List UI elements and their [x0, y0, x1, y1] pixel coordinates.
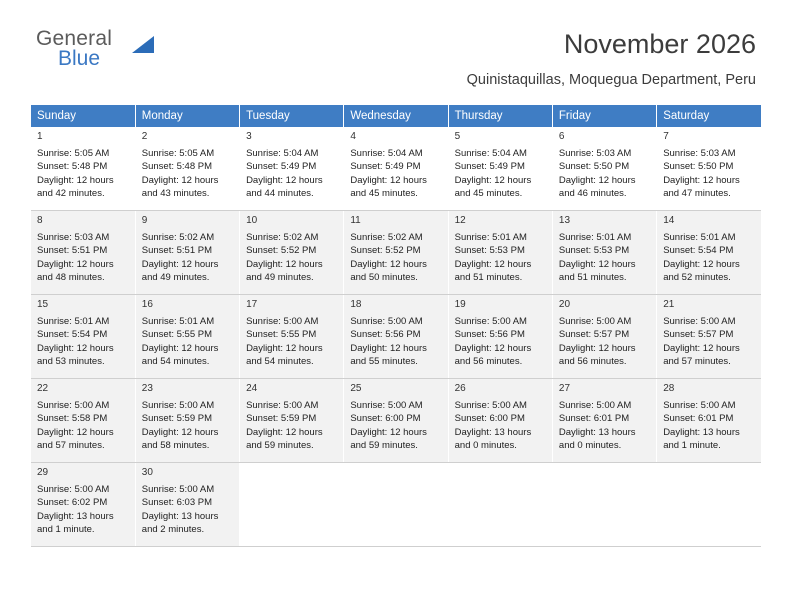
- sunrise-text: Sunrise: 5:00 AM: [558, 316, 632, 328]
- calendar-week-row: [31, 211, 761, 295]
- daylight-text-line1: Daylight: 12 hours: [141, 342, 219, 354]
- sunset-text: Sunset: 6:00 PM: [350, 413, 421, 425]
- daylight-text-line2: and 1 minute.: [37, 523, 95, 535]
- day-number: 15: [37, 299, 49, 310]
- day-cell[interactable]: [135, 295, 239, 379]
- day-number: 11: [350, 215, 361, 226]
- weekday-header-sunday: Sunday: [31, 105, 135, 127]
- day-number: 28: [663, 383, 675, 394]
- daylight-text-line2: and 43 minutes.: [141, 187, 210, 199]
- day-number: 2: [141, 131, 148, 142]
- daylight-text-line2: and 53 minutes.: [37, 355, 105, 367]
- daylight-text-line2: and 57 minutes.: [37, 439, 105, 451]
- sunrise-text: Sunrise: 5:01 AM: [558, 232, 632, 244]
- daylight-text-line2: and 46 minutes.: [558, 187, 627, 199]
- sunrise-text: Sunrise: 5:02 AM: [246, 232, 319, 244]
- day-cell[interactable]: [135, 127, 239, 211]
- daylight-text-line2: and 0 minutes.: [454, 439, 517, 451]
- daylight-text-line2: and 47 minutes.: [663, 187, 731, 199]
- daylight-text-line2: and 55 minutes.: [350, 355, 418, 367]
- daylight-text-line1: Daylight: 13 hours: [37, 510, 114, 522]
- day-cell[interactable]: [240, 295, 344, 379]
- logo[interactable]: [36, 28, 216, 70]
- day-cell[interactable]: [240, 211, 344, 295]
- daylight-text-line2: and 45 minutes.: [350, 187, 418, 199]
- sunrise-text: Sunrise: 5:00 AM: [37, 400, 110, 412]
- daylight-text-line2: and 56 minutes.: [558, 355, 627, 367]
- daylight-text-line1: Daylight: 12 hours: [37, 342, 114, 354]
- day-cell-empty: [552, 463, 656, 547]
- day-number: 23: [141, 383, 153, 394]
- daylight-text-line1: Daylight: 12 hours: [558, 258, 636, 270]
- sunset-text: Sunset: 5:52 PM: [350, 245, 421, 257]
- sunset-text: Sunset: 6:00 PM: [454, 413, 525, 425]
- day-number: 19: [454, 299, 466, 310]
- daylight-text-line2: and 54 minutes.: [246, 355, 314, 367]
- daylight-text-line1: Daylight: 12 hours: [141, 426, 219, 438]
- sunrise-text: Sunrise: 5:00 AM: [558, 400, 632, 412]
- daylight-text-line2: and 57 minutes.: [663, 355, 731, 367]
- sunrise-text: Sunrise: 5:03 AM: [663, 148, 736, 160]
- logo-text-general: General: [36, 27, 113, 50]
- day-cell[interactable]: [657, 127, 761, 211]
- weekday-header-thursday: Thursday: [448, 105, 552, 127]
- day-cell-empty: [240, 463, 344, 547]
- sunset-text: Sunset: 6:03 PM: [141, 497, 213, 509]
- day-cell[interactable]: [240, 379, 344, 463]
- daylight-text-line2: and 51 minutes.: [454, 271, 523, 283]
- day-cell[interactable]: [31, 379, 135, 463]
- day-number: 13: [558, 215, 571, 226]
- day-cell[interactable]: [657, 379, 761, 463]
- day-cell[interactable]: [344, 211, 448, 295]
- sunset-text: Sunset: 5:53 PM: [558, 245, 630, 257]
- sunset-text: Sunset: 5:48 PM: [141, 161, 213, 173]
- sunrise-text: Sunrise: 5:02 AM: [350, 232, 423, 244]
- daylight-text-line2: and 42 minutes.: [37, 187, 105, 199]
- sunset-text: Sunset: 5:49 PM: [454, 161, 525, 173]
- sunset-text: Sunset: 6:01 PM: [558, 413, 630, 425]
- day-number: 12: [454, 215, 466, 226]
- daylight-text-line1: Daylight: 12 hours: [454, 342, 532, 354]
- sunset-text: Sunset: 5:57 PM: [558, 329, 630, 341]
- daylight-text-line2: and 49 minutes.: [246, 271, 314, 283]
- day-cell[interactable]: [31, 463, 135, 547]
- day-number: 8: [37, 215, 43, 226]
- sunset-text: Sunset: 5:55 PM: [246, 329, 317, 341]
- sunset-text: Sunset: 5:55 PM: [141, 329, 213, 341]
- daylight-text-line2: and 54 minutes.: [141, 355, 210, 367]
- weekday-header-row: [31, 105, 761, 127]
- daylight-text-line1: Daylight: 12 hours: [454, 174, 532, 186]
- daylight-text-line1: Daylight: 12 hours: [246, 258, 323, 270]
- daylight-text-line2: and 59 minutes.: [246, 439, 314, 451]
- day-number: 6: [558, 131, 565, 142]
- sunset-text: Sunset: 5:59 PM: [246, 413, 317, 425]
- daylight-text-line1: Daylight: 12 hours: [246, 174, 323, 186]
- sunrise-text: Sunrise: 5:00 AM: [37, 484, 110, 496]
- day-cell[interactable]: [552, 211, 656, 295]
- weekday-header-saturday: Saturday: [657, 105, 761, 127]
- day-cell[interactable]: [135, 463, 239, 547]
- calendar-week-row: [31, 379, 761, 463]
- sunset-text: Sunset: 5:51 PM: [37, 245, 108, 257]
- sunrise-text: Sunrise: 5:04 AM: [246, 148, 319, 160]
- weekday-header-tuesday: Tuesday: [240, 105, 344, 127]
- day-number: 4: [350, 131, 356, 142]
- day-cell[interactable]: [552, 295, 656, 379]
- daylight-text-line1: Daylight: 13 hours: [663, 426, 740, 438]
- sunset-text: Sunset: 5:52 PM: [246, 245, 317, 257]
- sunrise-text: Sunrise: 5:03 AM: [558, 148, 632, 160]
- page-title: November 2026: [563, 29, 756, 59]
- sunset-text: Sunset: 5:58 PM: [37, 413, 108, 425]
- day-number: 1: [37, 131, 43, 142]
- day-cell[interactable]: [31, 127, 135, 211]
- triangle-mark-icon: [132, 36, 154, 53]
- day-cell[interactable]: [448, 295, 552, 379]
- day-number: 7: [663, 131, 669, 142]
- daylight-text-line2: and 48 minutes.: [37, 271, 105, 283]
- sunset-text: Sunset: 5:54 PM: [37, 329, 108, 341]
- daylight-text-line1: Daylight: 12 hours: [37, 258, 114, 270]
- sunset-text: Sunset: 5:49 PM: [350, 161, 421, 173]
- daylight-text-line2: and 1 minute.: [663, 439, 721, 451]
- daylight-text-line2: and 59 minutes.: [350, 439, 418, 451]
- sunrise-text: Sunrise: 5:00 AM: [141, 400, 215, 412]
- day-cell[interactable]: [552, 379, 656, 463]
- sunrise-text: Sunrise: 5:00 AM: [663, 400, 736, 412]
- sunrise-text: Sunrise: 5:01 AM: [141, 316, 215, 328]
- daylight-text-line1: Daylight: 12 hours: [558, 174, 636, 186]
- weekday-header-friday: Friday: [552, 105, 656, 127]
- daylight-text-line1: Daylight: 12 hours: [350, 174, 427, 186]
- day-cell[interactable]: [31, 211, 135, 295]
- day-number: 21: [663, 299, 675, 310]
- sunrise-text: Sunrise: 5:00 AM: [246, 400, 319, 412]
- calendar-week-row: [31, 295, 761, 379]
- sunset-text: Sunset: 5:54 PM: [663, 245, 734, 257]
- page-header: [36, 28, 756, 98]
- sunrise-text: Sunrise: 5:02 AM: [141, 232, 215, 244]
- day-cell[interactable]: [448, 127, 552, 211]
- sunset-text: Sunset: 5:50 PM: [663, 161, 734, 173]
- daylight-text-line1: Daylight: 12 hours: [350, 426, 427, 438]
- day-cell[interactable]: [135, 379, 239, 463]
- day-number: 24: [246, 383, 258, 394]
- location-subtitle: Quinistaquillas, Moquegua Department, Peru: [466, 72, 756, 88]
- sunset-text: Sunset: 5:51 PM: [141, 245, 213, 257]
- daylight-text-line1: Daylight: 12 hours: [558, 342, 636, 354]
- day-cell-empty: [344, 463, 448, 547]
- day-cell[interactable]: [31, 295, 135, 379]
- day-cell-empty: [657, 463, 761, 547]
- sunset-text: Sunset: 5:49 PM: [246, 161, 317, 173]
- daylight-text-line1: Daylight: 13 hours: [558, 426, 636, 438]
- sunrise-text: Sunrise: 5:00 AM: [663, 316, 736, 328]
- daylight-text-line2: and 52 minutes.: [663, 271, 731, 283]
- day-cell[interactable]: [552, 127, 656, 211]
- day-number: 29: [37, 467, 49, 478]
- day-number: 22: [37, 383, 49, 394]
- sunrise-text: Sunrise: 5:01 AM: [663, 232, 736, 244]
- sunrise-text: Sunrise: 5:05 AM: [37, 148, 110, 160]
- daylight-text-line2: and 58 minutes.: [141, 439, 210, 451]
- daylight-text-line1: Daylight: 13 hours: [454, 426, 532, 438]
- day-cell[interactable]: [448, 379, 552, 463]
- sunrise-text: Sunrise: 5:00 AM: [454, 316, 527, 328]
- day-number: 14: [663, 215, 675, 226]
- daylight-text-line1: Daylight: 12 hours: [246, 426, 323, 438]
- daylight-text-line1: Daylight: 12 hours: [350, 258, 427, 270]
- sunrise-text: Sunrise: 5:04 AM: [350, 148, 423, 160]
- daylight-text-line1: Daylight: 12 hours: [37, 426, 114, 438]
- sunrise-text: Sunrise: 5:00 AM: [141, 484, 215, 496]
- day-cell-empty: [448, 463, 552, 547]
- calendar-week-row: [31, 463, 761, 547]
- day-number: 20: [558, 299, 571, 310]
- sunset-text: Sunset: 5:57 PM: [663, 329, 734, 341]
- day-cell[interactable]: [448, 211, 552, 295]
- day-cell[interactable]: [344, 295, 448, 379]
- sunset-text: Sunset: 6:01 PM: [663, 413, 734, 425]
- daylight-text-line2: and 2 minutes.: [141, 523, 205, 535]
- daylight-text-line2: and 44 minutes.: [246, 187, 314, 199]
- weekday-header-monday: Monday: [135, 105, 239, 127]
- daylight-text-line1: Daylight: 12 hours: [37, 174, 114, 186]
- daylight-text-line1: Daylight: 12 hours: [663, 342, 740, 354]
- calendar-table: [31, 105, 761, 547]
- day-number: 5: [454, 131, 461, 142]
- day-number: 26: [454, 383, 466, 394]
- day-cell[interactable]: [135, 211, 239, 295]
- sunset-text: Sunset: 5:53 PM: [454, 245, 525, 257]
- day-number: 9: [141, 215, 148, 226]
- sunrise-text: Sunrise: 5:03 AM: [37, 232, 110, 244]
- day-cell[interactable]: [657, 295, 761, 379]
- day-cell[interactable]: [344, 379, 448, 463]
- logo-text-blue: Blue: [58, 47, 101, 70]
- daylight-text-line1: Daylight: 12 hours: [141, 258, 219, 270]
- weekday-header-wednesday: Wednesday: [344, 105, 448, 127]
- sunset-text: Sunset: 5:48 PM: [37, 161, 108, 173]
- day-number: 16: [141, 299, 153, 310]
- daylight-text-line1: Daylight: 12 hours: [663, 174, 740, 186]
- daylight-text-line1: Daylight: 12 hours: [663, 258, 740, 270]
- daylight-text-line2: and 49 minutes.: [141, 271, 210, 283]
- day-number: 27: [558, 383, 571, 394]
- daylight-text-line2: and 56 minutes.: [454, 355, 523, 367]
- calendar-week-row: [31, 127, 761, 211]
- day-cell[interactable]: [657, 211, 761, 295]
- day-cell[interactable]: [344, 127, 448, 211]
- sunset-text: Sunset: 5:56 PM: [454, 329, 525, 341]
- title-block: [467, 28, 756, 90]
- daylight-text-line1: Daylight: 12 hours: [350, 342, 427, 354]
- sunset-text: Sunset: 5:50 PM: [558, 161, 630, 173]
- day-number: 30: [141, 467, 153, 478]
- sunrise-text: Sunrise: 5:00 AM: [454, 400, 527, 412]
- sunrise-text: Sunrise: 5:00 AM: [350, 400, 423, 412]
- calendar-body: [31, 127, 761, 547]
- daylight-text-line2: and 50 minutes.: [350, 271, 418, 283]
- day-cell[interactable]: [240, 127, 344, 211]
- daylight-text-line2: and 0 minutes.: [558, 439, 622, 451]
- daylight-text-line2: and 45 minutes.: [454, 187, 523, 199]
- day-number: 10: [246, 215, 258, 226]
- day-number: 25: [350, 383, 362, 394]
- daylight-text-line1: Daylight: 12 hours: [141, 174, 219, 186]
- daylight-text-line1: Daylight: 12 hours: [246, 342, 323, 354]
- daylight-text-line2: and 51 minutes.: [558, 271, 627, 283]
- sunset-text: Sunset: 5:56 PM: [350, 329, 421, 341]
- sunset-text: Sunset: 6:02 PM: [37, 497, 108, 509]
- sunrise-text: Sunrise: 5:00 AM: [350, 316, 423, 328]
- day-number: 17: [246, 299, 258, 310]
- sunrise-text: Sunrise: 5:05 AM: [141, 148, 215, 160]
- sunrise-text: Sunrise: 5:00 AM: [246, 316, 319, 328]
- sunrise-text: Sunrise: 5:04 AM: [454, 148, 527, 160]
- day-number: 3: [246, 131, 252, 142]
- sunrise-text: Sunrise: 5:01 AM: [454, 232, 527, 244]
- sunset-text: Sunset: 5:59 PM: [141, 413, 213, 425]
- day-number: 18: [350, 299, 362, 310]
- daylight-text-line1: Daylight: 12 hours: [454, 258, 532, 270]
- daylight-text-line1: Daylight: 13 hours: [141, 510, 219, 522]
- sunrise-text: Sunrise: 5:01 AM: [37, 316, 110, 328]
